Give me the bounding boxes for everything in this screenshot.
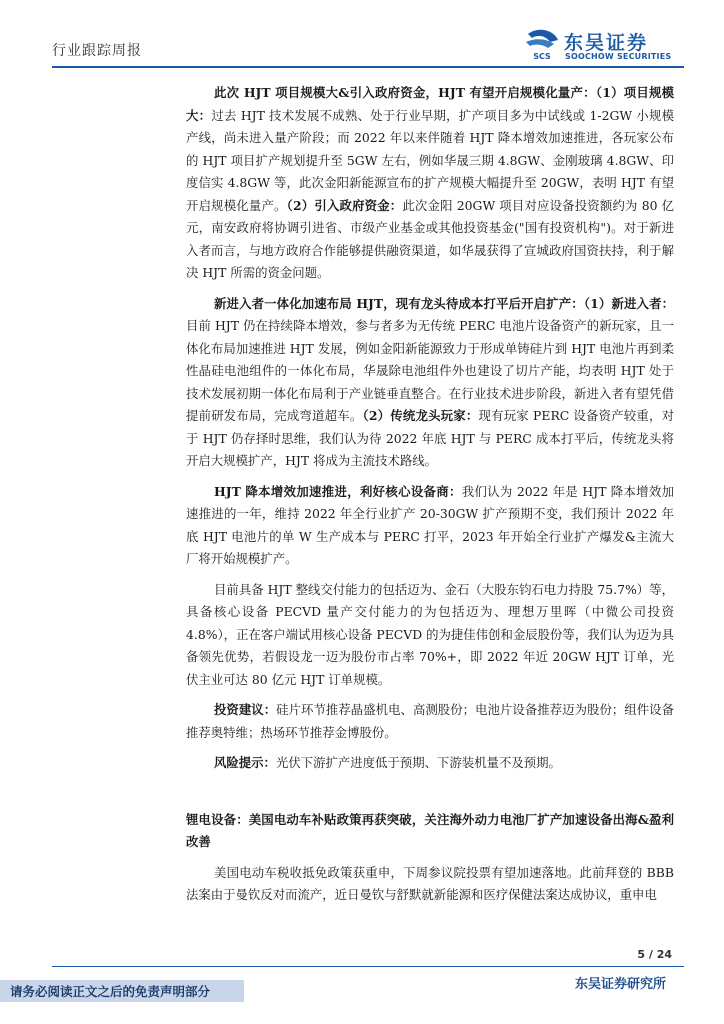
- company-logo: [524, 28, 684, 66]
- paragraph-hjt-scale: 此次 HJT 项目规模大&引入政府资金，HJT 有望开启规模化量产：（1）项目规模大：过去 HJT 技术发展不成熟、处于行业早期，扩产项目多为中试线或 1-2GW 小规模产线，尚未进入量产阶段；而 2022 年以来伴随着 HJT 降本增效加速推进，各玩家公布的 HJT 项目扩产规划提升至 5GW 左右，例如华晟三期 4.8GW、金刚玻璃 4.8GW、印度信实 4.8GW 等，此次金阳新能源宣布的扩产规模大幅提升至 20GW，表明 HJT 有望开启规模化量产。（2）引入政府资金：此次金阳 20GW 项目对应设备投资额约为 80 亿元，南安政府将协调引进省、市级产业基金或其他投资基金("国有投资机构")。对于新进入者而言，与地方政府合作能够提供融资渠道，如华晟获得了宣城政府国资扶持，利于解决 HJT 所需的资金问题。: [186, 85, 675, 280]
- paragraph-equipment-suppliers: 目前具备 HJT 整线交付能力的包括迈为、金石（大股东钧石电力持股 75.7%）等，具备核心设备 PECVD 量产交付能力的为包括迈为、理想万里晖（中微公司投资 4.8%），正在客户端试用核心设备 PECVD 的为捷佳伟创和金辰股份等，我们认为迈为具备领先优势，若假设龙一迈为股份市占率 70%+，即 2022 年近 20GW HJT 订单，光伏主业可达 80 亿元 HJT 订单规模。: [186, 581, 674, 687]
- paragraph-investment-advice: 投资建议：硅片环节推荐晶盛机电、高测股份；电池片设备推荐迈为股份；组件设备推荐奥特维；热场环节推荐金博股份。: [186, 702, 675, 740]
- scs-logo-icon: [524, 28, 560, 62]
- report-type-label: 行业跟踪周报: [52, 43, 142, 59]
- report-body: [186, 82, 674, 915]
- paragraph-cost-reduction: HJT 降本增效加速推进，利好核心设备商：我们认为 2022 年是 HJT 降本增效加速推进的一年，维持 2022 年全行业扩产 20-30GW 扩产预期不变，我们预计 2022 年底 HJT 电池片的单 W 生产成本与 PERC 打平，2023 年开始全行业扩产爆发&主流大厂将开始规模扩产。: [186, 483, 675, 566]
- section-heading-lithium: 锂电设备：美国电动车补贴政策再获突破，关注海外动力电池厂扩产加速设备出海&盈利改善: [186, 811, 674, 849]
- footer-company-name: 东吴证券研究所: [574, 977, 666, 992]
- paragraph-risk-warning: 风险提示：光伏下游扩产进度低于预期、下游装机量不及预期。: [214, 755, 561, 770]
- spacer: [186, 783, 674, 809]
- page-number: 5 / 24: [637, 948, 672, 961]
- logo-chinese-name: 东吴证券: [564, 32, 649, 54]
- svg-text:SCS: SCS: [533, 52, 551, 61]
- paragraph-new-entrants: 新进入者一体化加速布局 HJT，现有龙头待成本打平后开启扩产：（1）新进入者：目前 HJT 仍在持续降本增效，参与者多为无传统 PERC 电池片设备资产的新玩家，且一体化布局加速推进 HJT 发展，例如金阳新能源致力于形成单铸硅片到 HJT 电池片再到柔性晶硅电池组件的一体化布局，华晟除电池组件外也建设了切片产能，均表明 HJT 处于技术发展初期一体化布局利于产业链垂直整合。在行业技术进步阶段，新进入者有望凭借提前研发布局，完成弯道超车。（2）传统龙头玩家：现有玩家 PERC 设备资产较重，对于 HJT 仍存择时思维，我们认为待 2022 年底 HJT 与 PERC 成本打平后，传统龙头将开启大规模扩产，HJT 将成为主流技术路线。: [186, 295, 675, 468]
- disclaimer-banner: [0, 980, 244, 1002]
- paragraph-us-ev-policy: 美国电动车税收抵免政策获重申，下周参议院投票有望加速落地。此前拜登的 BBB 法案由于曼钦反对而流产，近日曼钦与舒默就新能源和医疗保健法案达成协议，重申电: [186, 864, 674, 902]
- logo-english-name: SOOCHOW SECURITIES: [565, 52, 672, 61]
- disclaimer-text: 请务必阅读正文之后的免责声明部分: [10, 984, 211, 999]
- footer-divider: [52, 966, 684, 967]
- header-divider: [52, 66, 684, 68]
